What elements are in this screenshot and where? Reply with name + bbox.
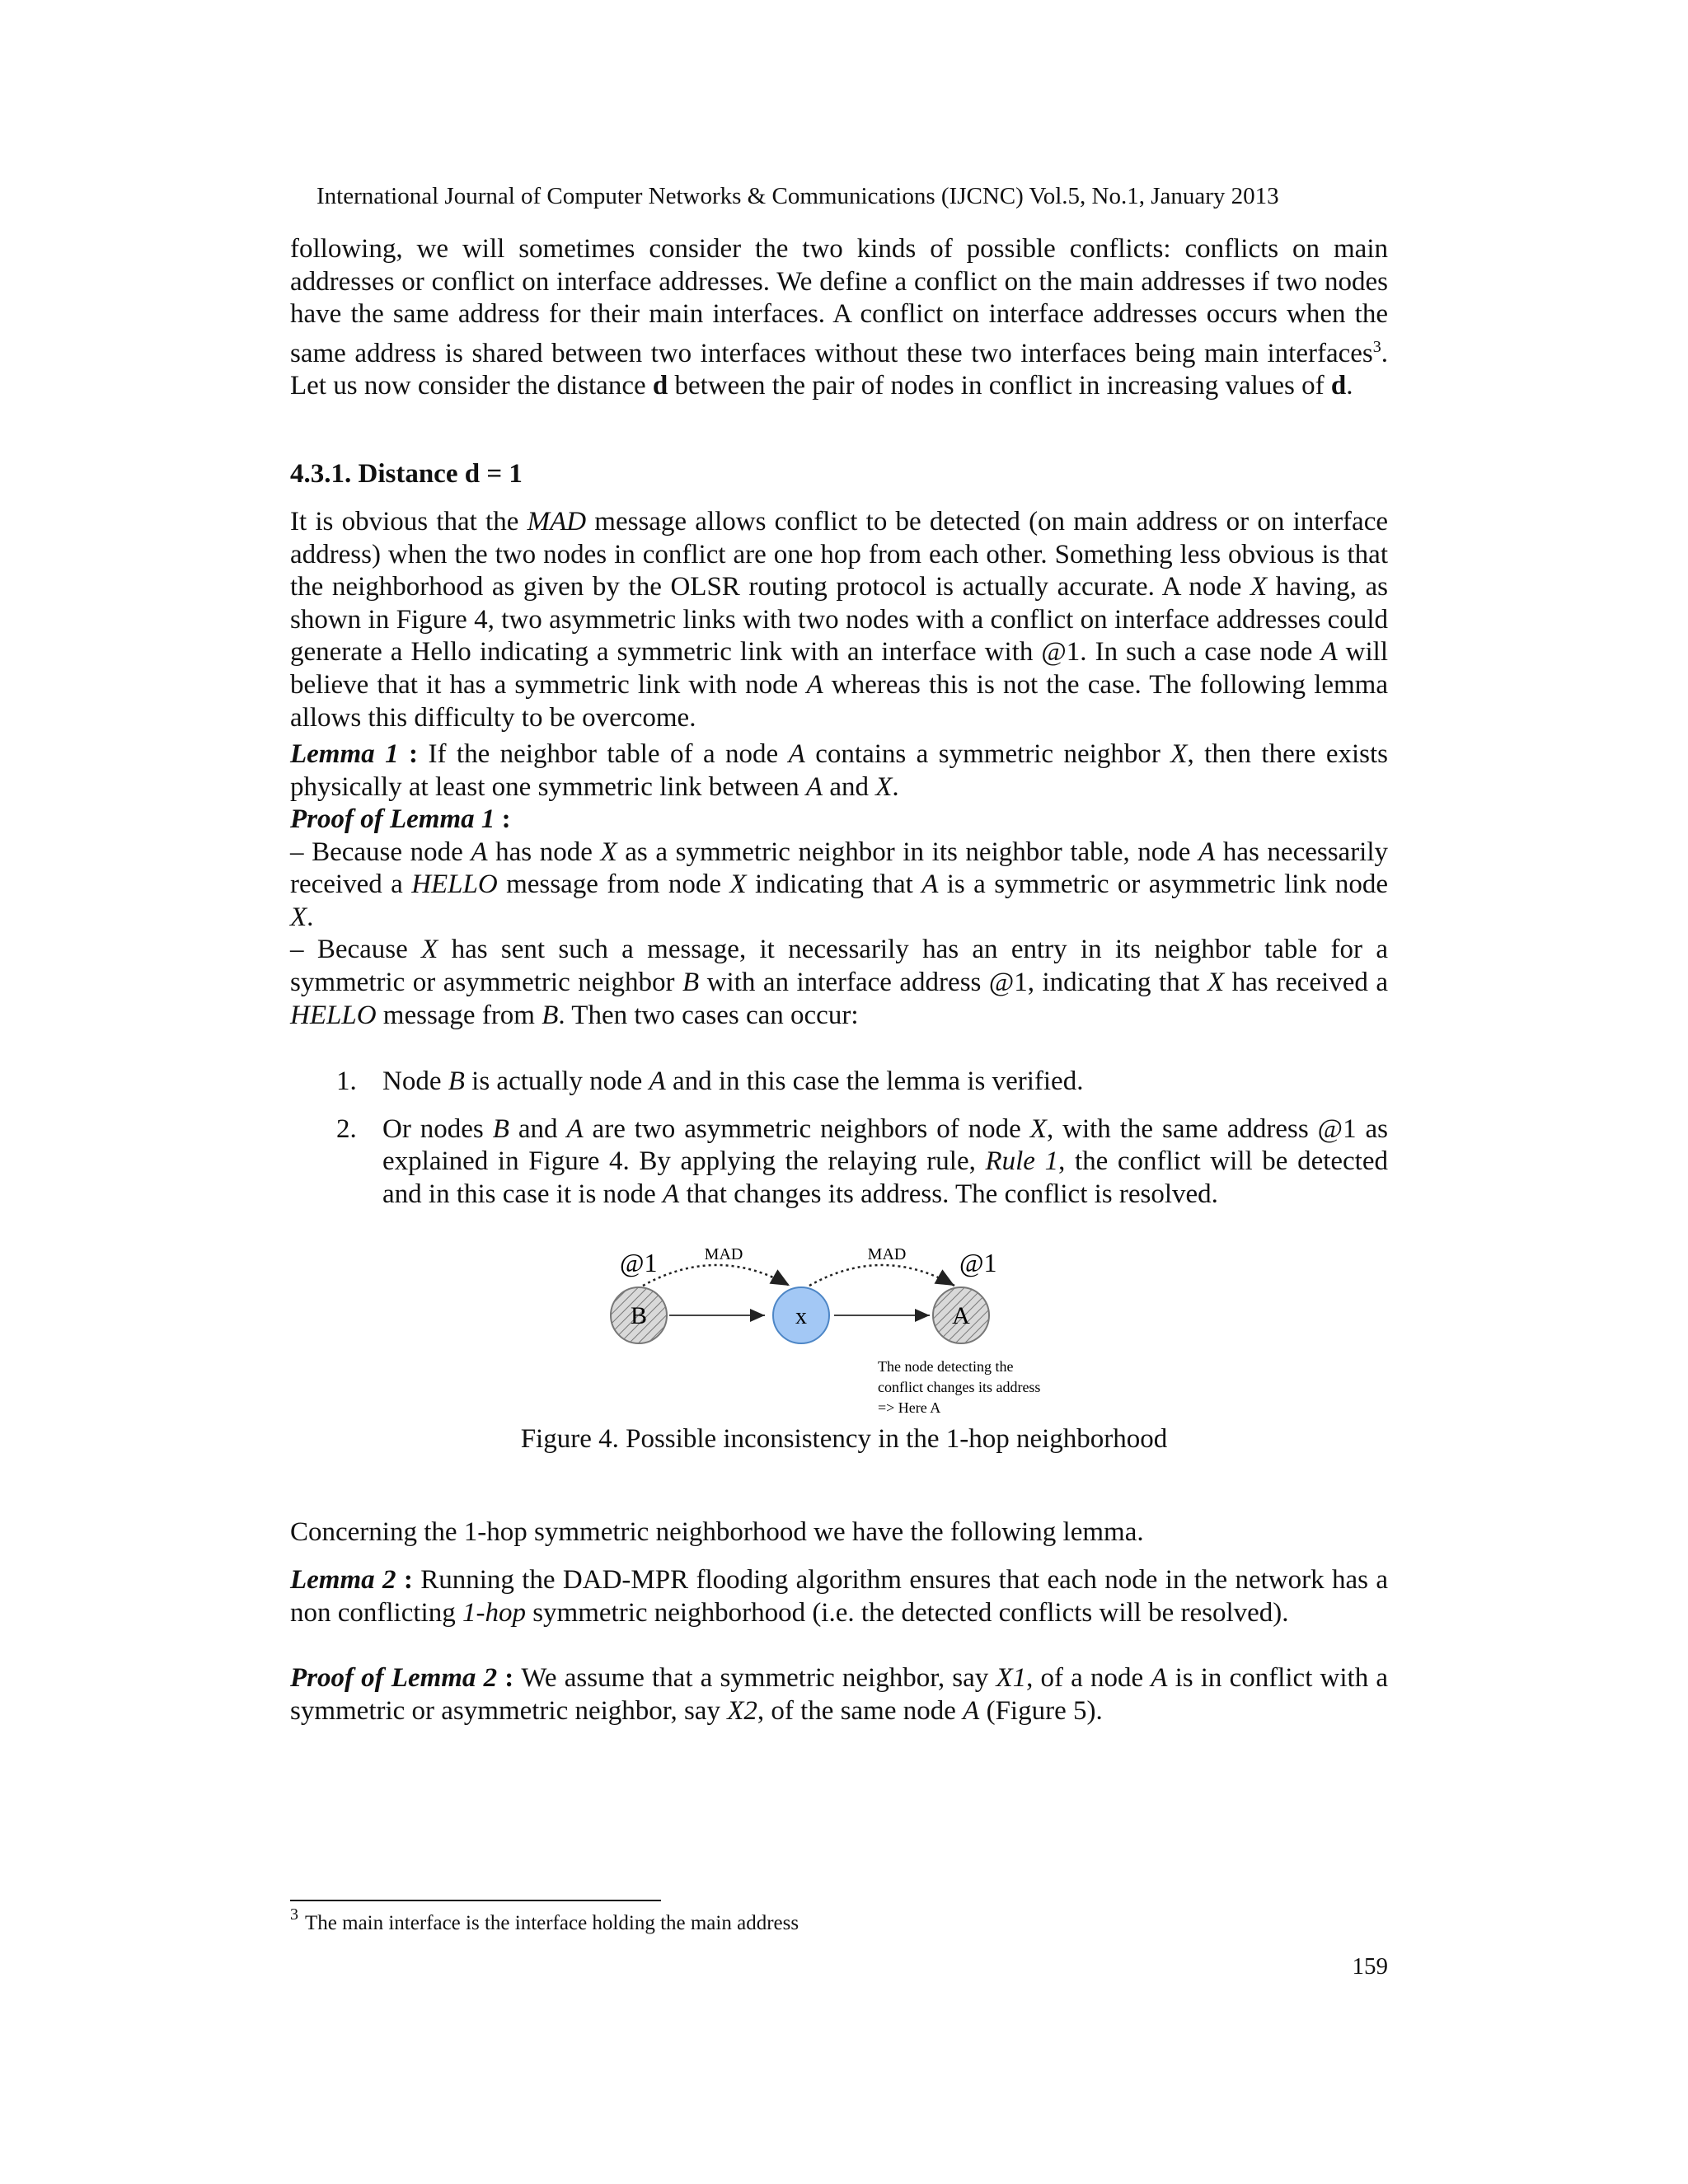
text: : — [495, 804, 511, 834]
list-item — [290, 1113, 1388, 1212]
proof-lemma-1 — [290, 804, 1388, 1032]
figure-4-diagram — [577, 1236, 1137, 1426]
text: indicating that — [746, 869, 922, 900]
text: . Let us now consider the distance — [290, 338, 1388, 401]
italic: X2 — [727, 1695, 757, 1726]
text: is actually node — [464, 1066, 649, 1096]
text: (Figure 5). — [979, 1695, 1103, 1726]
italic: 1-hop — [462, 1597, 526, 1628]
text: and — [823, 771, 876, 802]
italic: A — [663, 1179, 680, 1209]
italic: A — [1198, 837, 1216, 867]
italic: A — [921, 869, 939, 900]
text: . — [892, 771, 899, 802]
text: : — [497, 1663, 522, 1693]
text: : — [398, 739, 429, 769]
proof-lemma-2 — [290, 1662, 1388, 1727]
text: has received a — [1224, 967, 1388, 997]
italic: X — [875, 771, 893, 802]
italic: X — [1170, 739, 1188, 769]
bold-d: d — [652, 371, 668, 401]
text: contains a symmetric neighbor — [804, 739, 1171, 769]
paragraph-conflicts — [290, 233, 1388, 403]
italic: X — [600, 837, 617, 867]
text: has sent such a message, it necessarily has an entry in its neighbor table for a symmetric or asymmetric neighbor — [290, 935, 1388, 997]
text: and — [509, 1113, 567, 1144]
text: message allows conflict to be detected (on main address or on interface address) when the two nodes in conflict are one hop from each other. Something less obvious is that the neighborhood as given by the OLSR routing protocol is actually accurate. A node — [290, 507, 1388, 602]
text: – Because node — [290, 837, 471, 867]
italic: Rule 1 — [985, 1146, 1059, 1177]
italic: X — [1029, 1113, 1047, 1144]
italic: X1 — [996, 1663, 1027, 1693]
text: is a symmetric or asymmetric link node — [938, 869, 1388, 900]
text: is in conflict with a symmetric or asymmetric neighbor, say — [290, 1663, 1388, 1726]
text: : — [396, 1565, 421, 1595]
text: with an interface address @1, indicating that — [699, 967, 1207, 997]
bold-d: d — [1330, 371, 1347, 401]
mad-arc-right — [809, 1265, 954, 1286]
italic: X — [290, 902, 307, 932]
text: following, we will sometimes consider the two kinds of possible conflicts: conflicts on main addresses or conflict on interface addresses. We define a conflict on the main addresses if two nodes have the same address for their main interfaces. A conflict on interface addresses occurs when the same address is shared between two interfaces without these two interfaces being main interfaces — [290, 234, 1388, 368]
list-item — [290, 1066, 1388, 1099]
proof-step-2 — [290, 934, 1388, 1032]
footnote-number: 3 — [290, 1905, 298, 1924]
list-number: 2. — [336, 1113, 357, 1144]
italic: A — [1320, 637, 1338, 668]
journal-header: International Journal of Computer Networks & Communications (IJCNC) Vol.5, No.1, January 2013 — [316, 183, 1279, 209]
footnote-ref[interactable]: 3 — [1372, 337, 1381, 356]
text: whereas this is not the case. The following lemma allows this difficulty to be overcome. — [290, 669, 1388, 733]
lemma-1 — [290, 738, 1388, 804]
node-a-label: A — [952, 1302, 970, 1329]
section-heading: 4.3.1. Distance d = 1 — [290, 459, 523, 489]
figure-caption: Figure 4. Possible inconsistency in the 1-hop neighborhood — [520, 1424, 1168, 1454]
lemma-2 — [290, 1564, 1388, 1629]
mad-label: MAD — [867, 1245, 907, 1263]
text: as a symmetric neighbor in its neighbor table, node — [617, 837, 1199, 867]
italic: A — [471, 837, 488, 867]
italic: A — [788, 739, 805, 769]
text: will believe that it has a symmetric link with node — [290, 637, 1388, 700]
italic: X — [729, 869, 747, 900]
italic: X — [421, 935, 438, 965]
italic: B — [448, 1066, 465, 1096]
lemma-label: Lemma 2 — [290, 1565, 396, 1595]
text: Node — [382, 1066, 448, 1096]
footnote-divider — [290, 1900, 661, 1901]
text: , of a node — [1026, 1663, 1151, 1693]
text: We assume that a symmetric neighbor, say — [521, 1663, 996, 1693]
mad-label: MAD — [704, 1245, 743, 1263]
text: and in this case the lemma is verified. — [665, 1066, 1084, 1096]
text: message from node — [497, 869, 730, 900]
text: message from — [376, 1000, 542, 1030]
text: Running the DAD-MPR flooding algorithm ensures that each node in the network has a non conflicting — [290, 1565, 1388, 1628]
address-label-a: @1 — [959, 1248, 997, 1277]
italic: A — [649, 1066, 666, 1096]
proof-label: Proof of Lemma 2 — [290, 1663, 498, 1693]
italic: B — [492, 1113, 509, 1144]
list-number: 1. — [336, 1066, 357, 1096]
text: having, as shown in Figure 4, two asymmetric links with two nodes with a conflict on interface addresses could generate a Hello indicating a symmetric link with an interface with @1. In such a case node — [290, 572, 1388, 668]
italic: B — [682, 967, 700, 997]
italic: A — [806, 669, 823, 700]
text: If the neighbor table of a node — [428, 739, 789, 769]
footnote — [290, 1905, 799, 1935]
text: , then there exists physically at least one symmetric link between — [290, 739, 1388, 802]
italic: HELLO — [411, 869, 498, 900]
italic: HELLO — [290, 1000, 377, 1030]
text: Or nodes — [382, 1113, 493, 1144]
mad-arc-left — [643, 1265, 790, 1286]
text: has necessarily received a — [290, 837, 1389, 900]
text: between the pair of nodes in conflict in increasing values of — [668, 371, 1331, 401]
footnote-text: The main interface is the interface holding the main address — [305, 1912, 799, 1934]
text: . — [307, 902, 314, 932]
figure-note-line: The node detecting the — [878, 1358, 1014, 1375]
text: It is obvious that the — [290, 507, 528, 537]
italic: A — [805, 771, 823, 802]
italic: MAD — [527, 507, 587, 537]
cases-list — [290, 1066, 1388, 1211]
figure-note-line: => Here A — [878, 1399, 941, 1416]
proof-label: Proof of Lemma 1 — [290, 804, 495, 834]
italic: X — [1207, 967, 1225, 997]
text: symmetric neighborhood (i.e. the detected conflicts will be resolved). — [525, 1597, 1289, 1628]
text: . Then two cases can occur: — [558, 1000, 859, 1030]
italic: A — [1151, 1663, 1168, 1693]
italic: B — [542, 1000, 559, 1030]
text: – Because — [290, 935, 422, 965]
text: that changes its address. The conflict is resolved. — [679, 1179, 1218, 1209]
text: has node — [487, 837, 601, 867]
proof-step-1 — [290, 837, 1388, 935]
paragraph-distance-one — [290, 506, 1388, 734]
text: are two asymmetric neighbors of node — [583, 1113, 1030, 1144]
italic: A — [566, 1113, 584, 1144]
page-number: 159 — [1352, 1953, 1388, 1980]
text: , the conflict will be detected and in this case it is node — [382, 1146, 1388, 1209]
address-label-b: @1 — [620, 1248, 658, 1277]
text: , with the same address @1 as explained in Figure 4. By applying the relaying rule, — [382, 1113, 1389, 1177]
paragraph-1hop: Concerning the 1-hop symmetric neighborhood we have the following lemma. — [290, 1517, 1144, 1547]
node-b-label: B — [630, 1302, 648, 1329]
figure-note-line: conflict changes its address — [878, 1379, 1041, 1395]
italic: X — [1250, 572, 1268, 602]
node-x-label: x — [795, 1304, 807, 1329]
text: , of the same node — [757, 1695, 964, 1726]
text: . — [1346, 371, 1353, 401]
lemma-label: Lemma 1 — [290, 739, 399, 769]
italic: A — [963, 1695, 980, 1726]
